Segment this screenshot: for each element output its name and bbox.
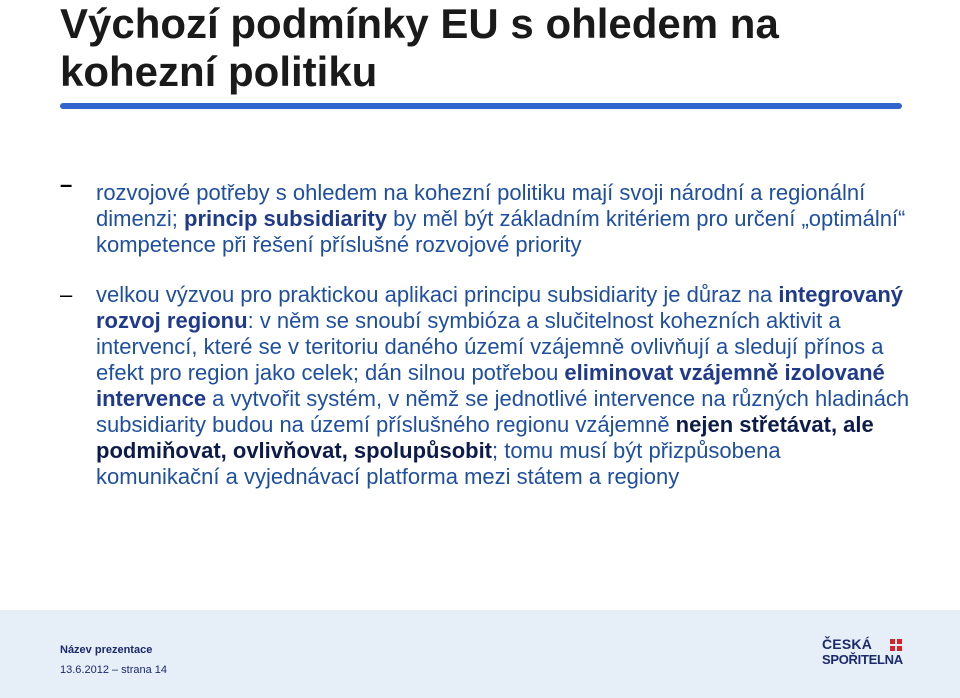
bullet-text-part: ; tomu musí být přizpůsobena komunikační a vyjednávací platforma mezi státem a regiony	[96, 438, 781, 489]
bullet-text	[96, 180, 910, 258]
bullet-text-part: by měl být základním kritériem pro určení „optimální“ kompetence při řešení příslušné rozvojové priority	[96, 206, 906, 257]
bullet-emphasis: integrovaný rozvoj regionu	[96, 282, 904, 333]
title-underline	[60, 103, 902, 109]
bullet-emphasis: princip subsidiarity	[184, 206, 387, 231]
bullet-text	[96, 282, 910, 490]
logo-cross-icon	[890, 639, 902, 651]
slide-content	[60, 172, 910, 490]
bullet-text-part: a vytvořit systém, v němž se jednotlivé intervence na různých hladinách subsidiarity budou na území příslušného regionu vzájemně	[96, 386, 910, 437]
bullet-item	[60, 282, 910, 490]
logo-text-line2: SPOŘITELNA	[822, 652, 903, 667]
bullet-dash: –	[60, 282, 73, 307]
bullet-text-part: rozvojové potřeby s ohledem na kohezní politiku mají svoji národní a regionální dimenzi;	[96, 180, 866, 231]
bullet-text-part: : v něm se snoubí symbióza a slučitelnost kohezních aktivit a intervencí, které se v teritoriu daného území vzájemně ovlivňují a sledují přínos a efekt pro region jako celek; dán silnou potřebou	[96, 308, 884, 385]
ceska-sporitelna-logo	[822, 637, 902, 671]
bullet-text-part: velkou výzvou pro praktickou aplikaci principu subsidiarity je důraz na	[96, 282, 779, 307]
bullet-item	[60, 172, 910, 258]
logo-text-line1: ČESKÁ	[822, 636, 873, 652]
bullet-emphasis: eliminovat vzájemně izolované intervence	[96, 360, 885, 411]
date-page: 13.6.2012 – strana 14	[60, 664, 168, 676]
bullet-emphasis: nejen střetávat, ale podmiňovat, ovlivňovat, spolupůsobit	[96, 412, 874, 463]
footer-info	[60, 640, 167, 680]
slide-title: Výchozí podmínky EU s ohledem na kohezní politiku	[60, 0, 779, 95]
presentation-name: Název prezentace	[60, 644, 153, 656]
bullet-dash: –	[60, 172, 73, 197]
